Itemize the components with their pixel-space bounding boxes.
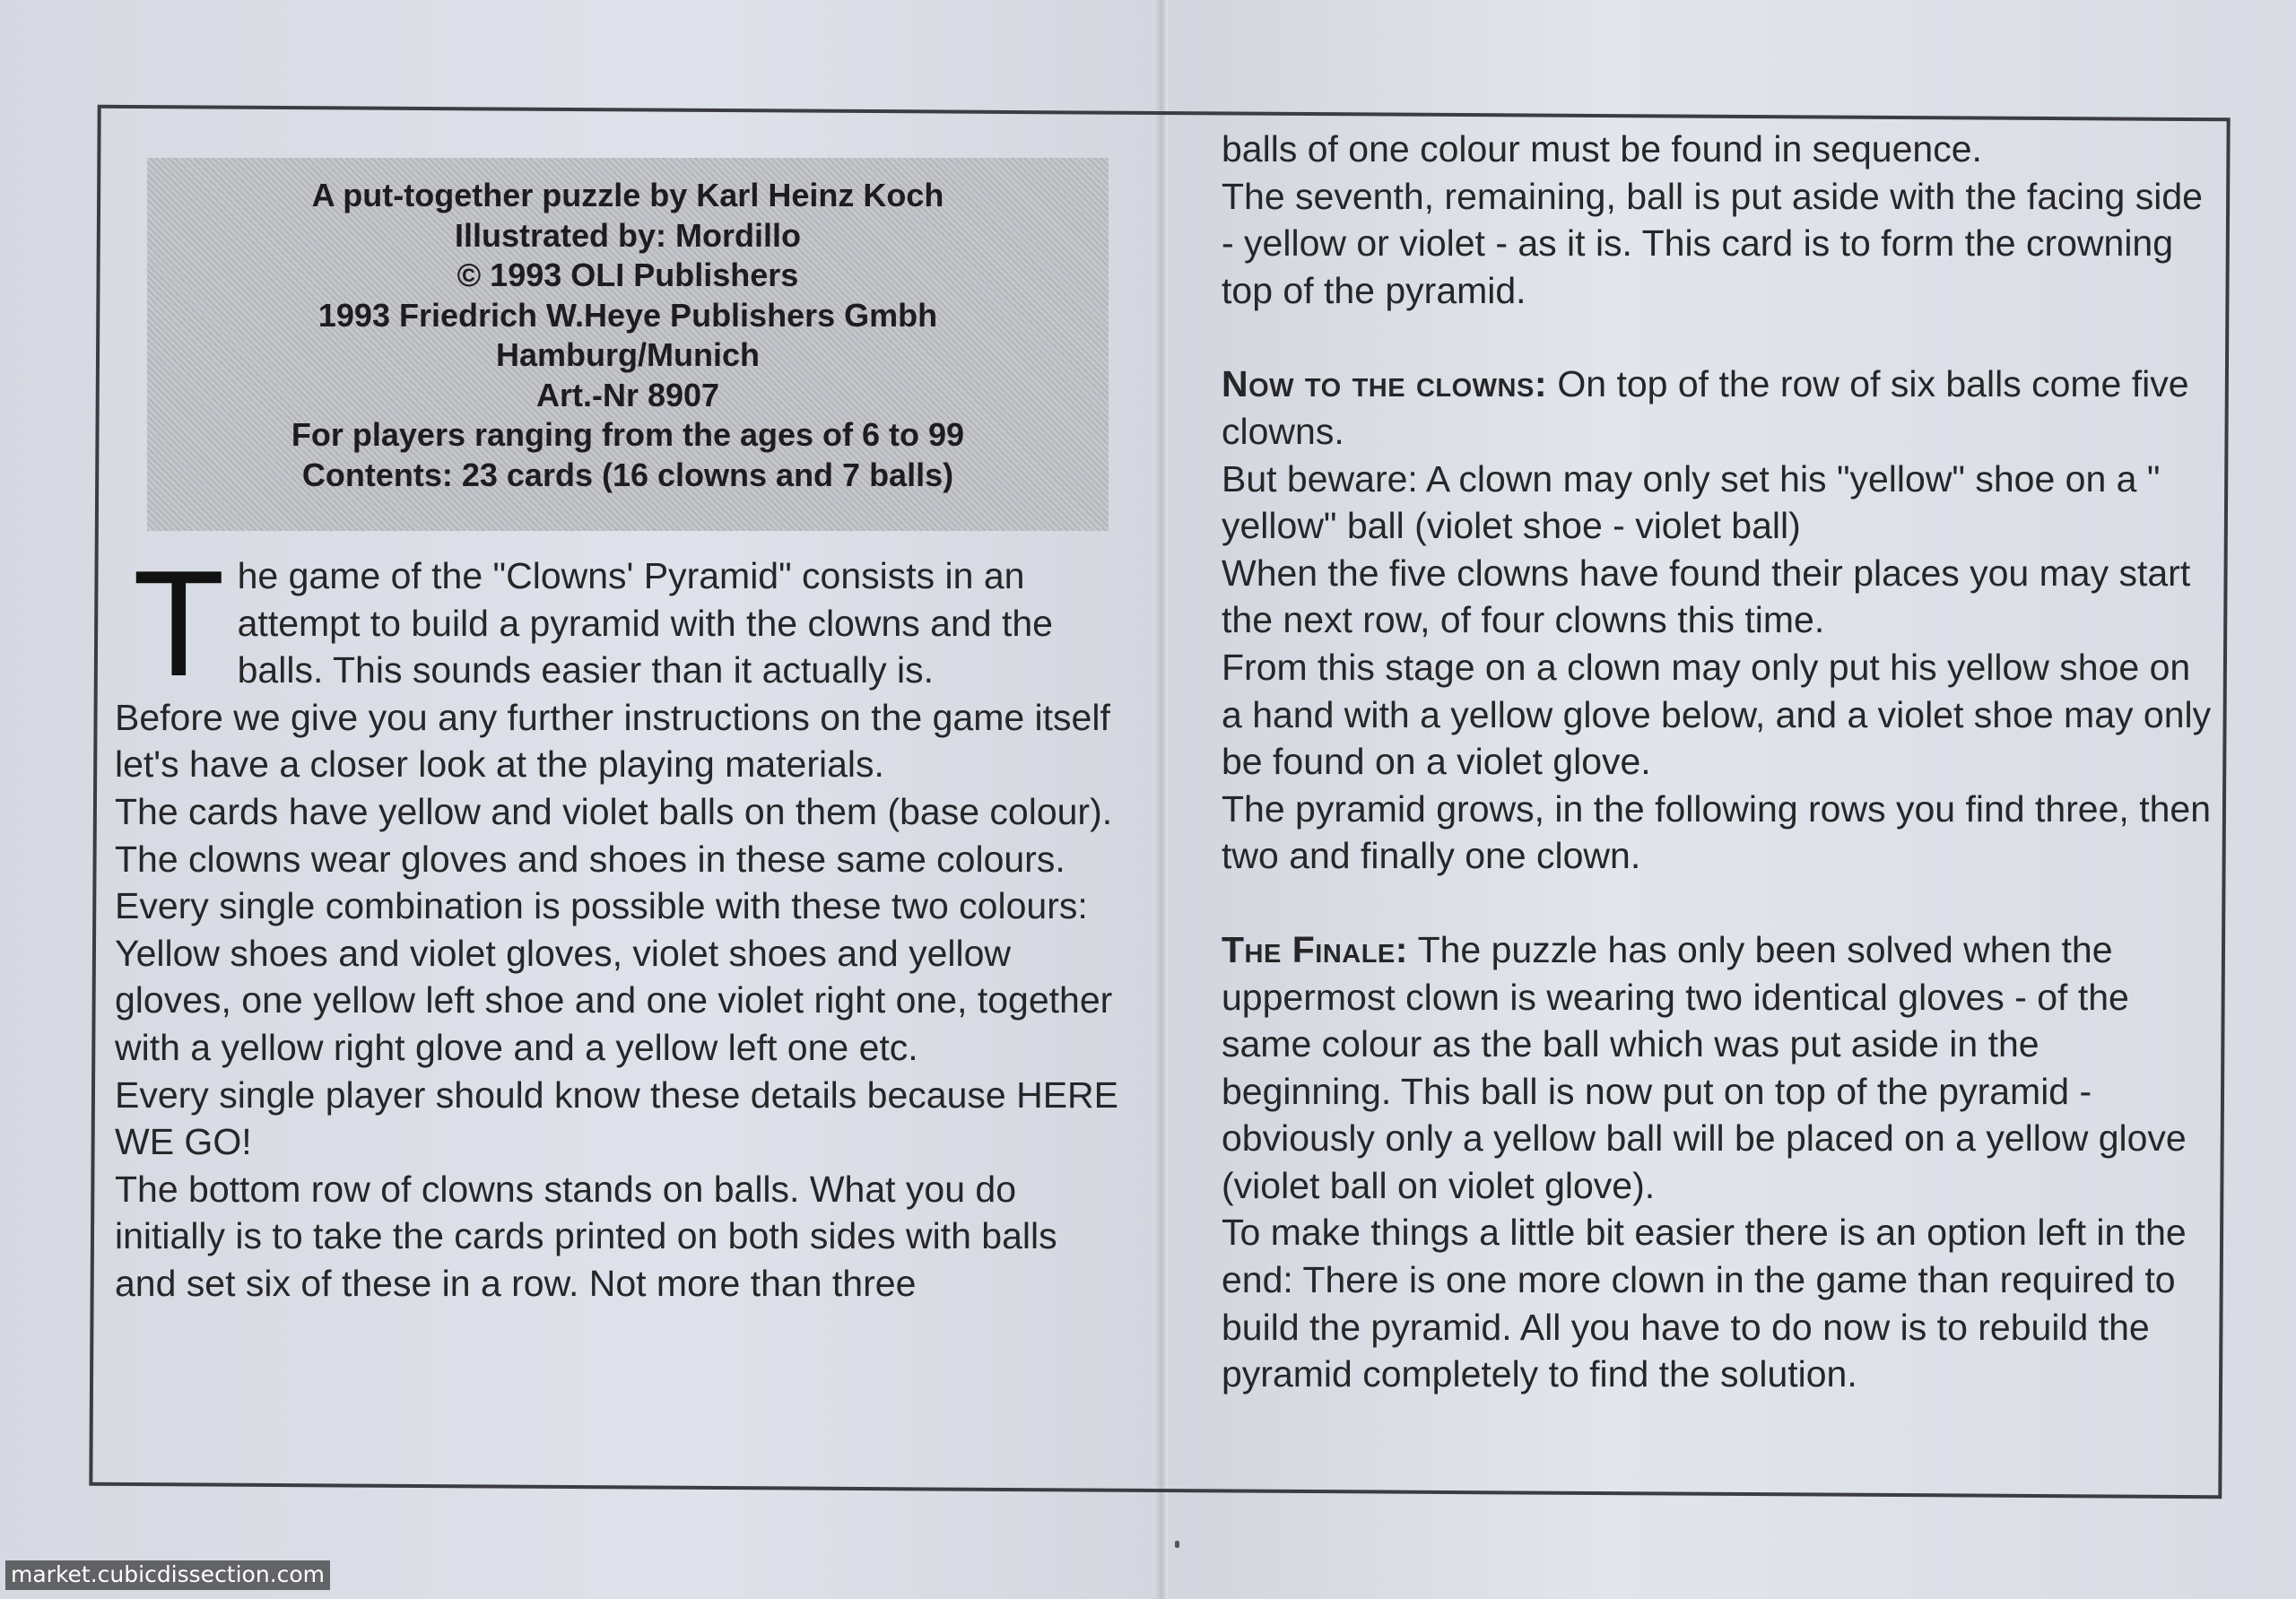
paragraph-clowns: [1222, 361, 2217, 455]
paragraph-pyramid-grows: The pyramid grows, in the following rows you find three, then two and finally one clown.: [1222, 787, 2211, 877]
credits-location: Hamburg/Munich: [496, 336, 760, 373]
credits-author: A put-together puzzle by Karl Heinz Koch: [311, 177, 944, 213]
intro-text: he game of the "Clowns' Pyramid" consists in an attempt to build a pyramid with the clowns and the balls. This sounds easier than it actually is.: [237, 555, 1053, 691]
credits-illustrator: Illustrated by: Mordillo: [454, 216, 801, 254]
watermark: market.cubicdissection.com: [5, 1560, 330, 1590]
credits-contents: Contents: 23 cards (16 clowns and 7 balls): [301, 456, 954, 493]
paper-speck: [1175, 1541, 1179, 1548]
paragraph-materials: Before we give you any further instructions on the game itself let's have a closer look at the playing materials.: [115, 696, 1110, 786]
right-column: [1222, 126, 2217, 1398]
credits-player-ages: For players ranging from the ages of 6 to 99: [291, 416, 965, 453]
paragraph-cards: The cards have yellow and violet balls on them (base colour). The clowns wear gloves and shoes in these same colours. Every single combination is possible with these two colours:: [115, 790, 1113, 927]
drop-cap: T: [133, 539, 225, 708]
paragraph-next-row: When the five clowns have found their places you may start the next row, of four clowns this time.: [1222, 552, 2191, 641]
paragraph-finale: [1222, 926, 2217, 1210]
paragraph-combinations: Yellow shoes and violet gloves, violet shoes and yellow gloves, one yellow left shoe and one violet right one, together with a yellow right glove and a yellow left one etc.: [115, 932, 1113, 1068]
credits-box: [147, 158, 1109, 531]
paragraph-bottom-row: The bottom row of clowns stands on balls. What you do initially is to take the cards printed on both sides with balls and set six of these in a row. Not more than three: [115, 1168, 1057, 1304]
heading-now-to-the-clowns: Now to the clowns:: [1222, 363, 1547, 405]
left-column: [115, 539, 1119, 1308]
finale-text: The puzzle has only been solved when the uppermost clown is wearing two identical gloves - of the same colour as the ball which was put aside in the beginning. This ball is now put on top of the pyramid - obviously only a yellow ball will be placed on a yellow glove (violet ball on violet glove).: [1222, 928, 2187, 1206]
paragraph-glove-rule: From this stage on a clown may only put his yellow shoe on a hand with a yellow glove below, and a violet shoe may only be found on a violet glove.: [1222, 646, 2212, 783]
paragraph-here-we-go: Every single player should know these details because HERE WE GO!: [115, 1073, 1118, 1163]
credits-copyright: © 1993 OLI Publishers: [457, 256, 799, 293]
credits-article-number: Art.-Nr 8907: [535, 376, 720, 413]
clowns-text: On top of the row of six balls come five clowns.: [1222, 363, 2189, 452]
paragraph-seventh-ball: The seventh, remaining, ball is put aside with the facing side - yellow or violet - as it is. This card is to form the crowning top of the pyramid.: [1222, 175, 2203, 311]
spacer: [1222, 314, 2217, 361]
heading-the-finale: The Finale:: [1222, 928, 1408, 970]
intro-paragraph: [115, 539, 1119, 708]
spacer: [1222, 880, 2217, 926]
paragraph-option: To make things a little bit easier there is an option left in the end: There is one more clown in the game than required to build the pyramid. All you have to do now is to rebuild the pyramid completely to find the solution.: [1222, 1212, 2187, 1395]
paragraph-sequence: balls of one colour must be found in sequence.: [1222, 128, 1982, 169]
paragraph-beware: But beware: A clown may only set his "yellow" shoe on a " yellow" ball (violet shoe - violet ball): [1222, 457, 2161, 547]
credits-publisher: 1993 Friedrich W.Heye Publishers Gmbh: [317, 296, 938, 334]
